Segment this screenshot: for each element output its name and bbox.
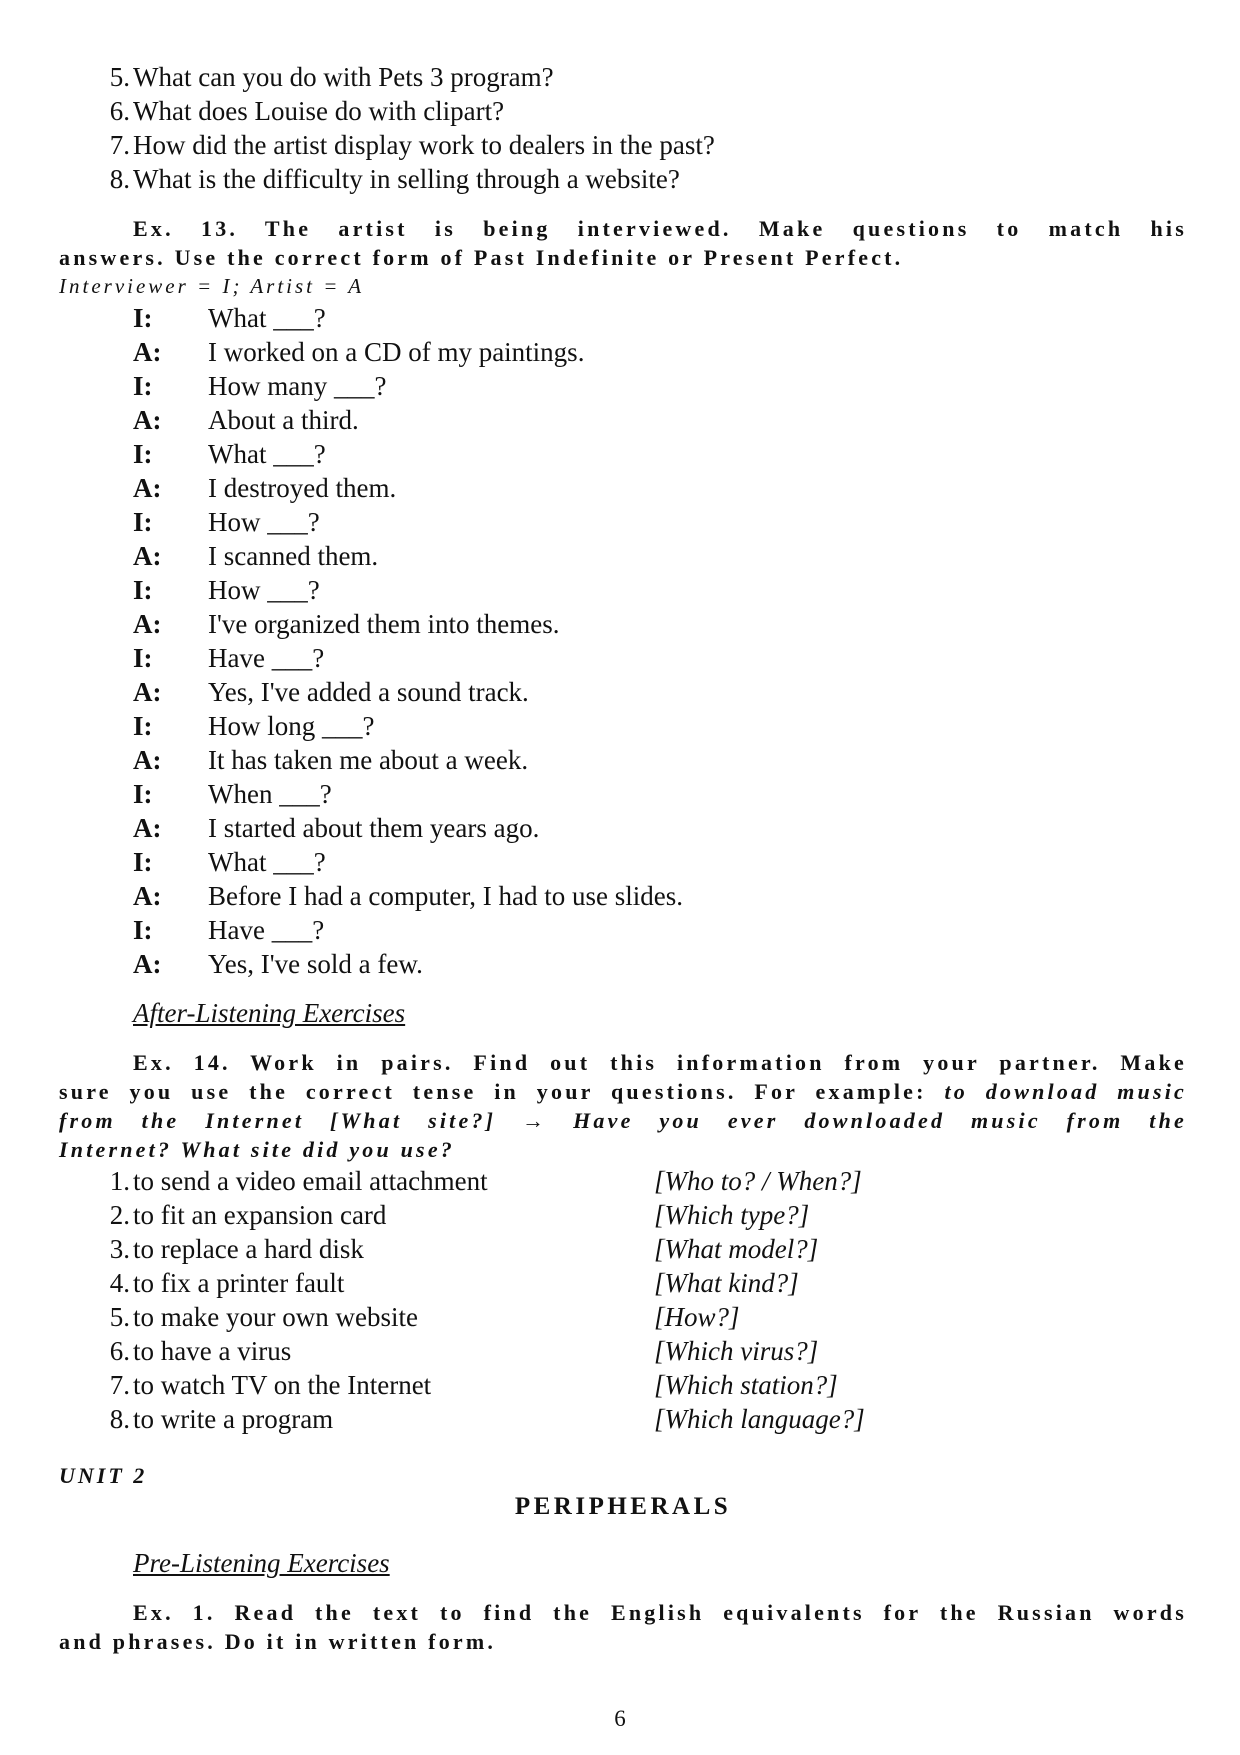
speaker: A: <box>133 473 162 503</box>
dialogue-line <box>59 471 1187 505</box>
dialogue-line <box>59 505 1187 539</box>
list-item: 6. to have a virus [Which virus?] <box>109 1336 819 1366</box>
list-item: 1. to send a video email attachment [Who to? / When?] <box>109 1166 862 1196</box>
dialogue-line <box>59 539 1187 573</box>
section-heading: Pre-Listening Exercises <box>133 1548 390 1578</box>
line-text: How ___? <box>208 575 320 605</box>
speaker: I: <box>133 711 153 741</box>
line-text: Yes, I've added a sound track. <box>208 677 529 707</box>
list-item: 5. to make your own website [How?] <box>109 1302 740 1332</box>
ex13-heading: Ex. 13. The artist is being interviewed. Make questions to match his answers. Use the correct form of Past Indefinite or Present Perfect. Interviewer = I; Artist = A <box>59 214 1187 301</box>
hint: [Which type?] <box>654 1200 810 1230</box>
hint: [Which language?] <box>654 1404 865 1434</box>
speaker: A: <box>133 813 162 843</box>
line-text: Yes, I've sold a few. <box>208 949 423 979</box>
line-text: When ___? <box>208 779 332 809</box>
list-item: 5. What can you do with Pets 3 program? <box>109 62 554 92</box>
speaker: A: <box>133 337 162 367</box>
line-text: I destroyed them. <box>208 473 397 503</box>
dialogue-line <box>59 947 1187 981</box>
dialogue <box>59 301 1187 981</box>
legend: Interviewer = I; Artist = A <box>59 274 365 298</box>
dialogue-line <box>59 607 1187 641</box>
list-item: 3. to replace a hard disk [What model?] <box>109 1234 819 1264</box>
dialogue-line <box>59 811 1187 845</box>
question-list <box>59 60 1187 196</box>
unit-label: UNIT 2 <box>59 1463 148 1488</box>
line-text: How long ___? <box>208 711 375 741</box>
dialogue-line <box>59 369 1187 403</box>
hint: [Which virus?] <box>654 1336 819 1366</box>
line-text: How ___? <box>208 507 320 537</box>
line-text: What ___? <box>208 303 326 333</box>
speaker: I: <box>133 779 153 809</box>
section-heading: After-Listening Exercises <box>133 998 406 1028</box>
list-item: 8. What is the difficulty in selling through a website? <box>109 164 680 194</box>
dialogue-line <box>59 437 1187 471</box>
speaker: A: <box>133 609 162 639</box>
list-item: 4. to fix a printer fault [What kind?] <box>109 1268 799 1298</box>
line-text: About a third. <box>208 405 359 435</box>
dialogue-line <box>59 573 1187 607</box>
speaker: I: <box>133 643 153 673</box>
speaker: A: <box>133 677 162 707</box>
dialogue-line <box>59 777 1187 811</box>
line-text: I worked on a CD of my paintings. <box>208 337 585 367</box>
speaker: A: <box>133 881 162 911</box>
dialogue-line <box>59 743 1187 777</box>
speaker: A: <box>133 745 162 775</box>
hint: [Who to? / When?] <box>654 1166 862 1196</box>
unit-title: PERIPHERALS <box>514 1493 732 1520</box>
ex1-heading: Ex. 1. Read the text to find the English equivalents for the Russian words and phrases. Do it in written form. <box>59 1600 1187 1654</box>
line-text: I started about them years ago. <box>208 813 540 843</box>
speaker: A: <box>133 949 162 979</box>
list-item: 7. to watch TV on the Internet [Which station?] <box>109 1370 838 1400</box>
speaker: I: <box>133 915 153 945</box>
dialogue-line <box>59 403 1187 437</box>
speaker: A: <box>133 405 162 435</box>
list-item: 7. How did the artist display work to dealers in the past? <box>109 130 715 160</box>
dialogue-line <box>59 641 1187 675</box>
line-text: I scanned them. <box>208 541 379 571</box>
dialogue-line <box>59 335 1187 369</box>
speaker: I: <box>133 439 153 469</box>
dialogue-line <box>59 301 1187 335</box>
speaker: I: <box>133 575 153 605</box>
speaker: I: <box>133 303 153 333</box>
dialogue-line <box>59 845 1187 879</box>
speaker: I: <box>133 371 153 401</box>
speaker: I: <box>133 507 153 537</box>
line-text: Before I had a computer, I had to use slides. <box>208 881 684 911</box>
line-text: What ___? <box>208 847 326 877</box>
dialogue-line <box>59 913 1187 947</box>
hint: [How?] <box>654 1302 740 1332</box>
line-text: How many ___? <box>208 371 387 401</box>
hint: [What model?] <box>654 1234 819 1264</box>
ex14-heading: Ex. 14. Work in pairs. Find out this information from your partner. Make sure you use the correct tense in your questions. For example: to download music from the Internet [What site?] → Have you ever downloaded music from the Internet? What site did you use? <box>59 1050 1188 1162</box>
speaker: I: <box>133 847 153 877</box>
dialogue-line <box>59 879 1187 913</box>
line-text: What ___? <box>208 439 326 469</box>
dialogue-line <box>59 709 1187 743</box>
page-number: 6 <box>614 1706 626 1731</box>
hint: [What kind?] <box>654 1268 799 1298</box>
hint: [Which station?] <box>654 1370 838 1400</box>
list-item: 2. to fit an expansion card [Which type?] <box>109 1200 810 1230</box>
line-text: I've organized them into themes. <box>208 609 560 639</box>
ex14-list <box>59 1164 1187 1436</box>
speaker: A: <box>133 541 162 571</box>
list-item: 6. What does Louise do with clipart? <box>109 96 505 126</box>
line-text: It has taken me about a week. <box>208 745 529 775</box>
line-text: Have ___? <box>208 643 325 673</box>
dialogue-line <box>59 675 1187 709</box>
list-item: 8. to write a program [Which language?] <box>109 1404 865 1434</box>
line-text: Have ___? <box>208 915 325 945</box>
